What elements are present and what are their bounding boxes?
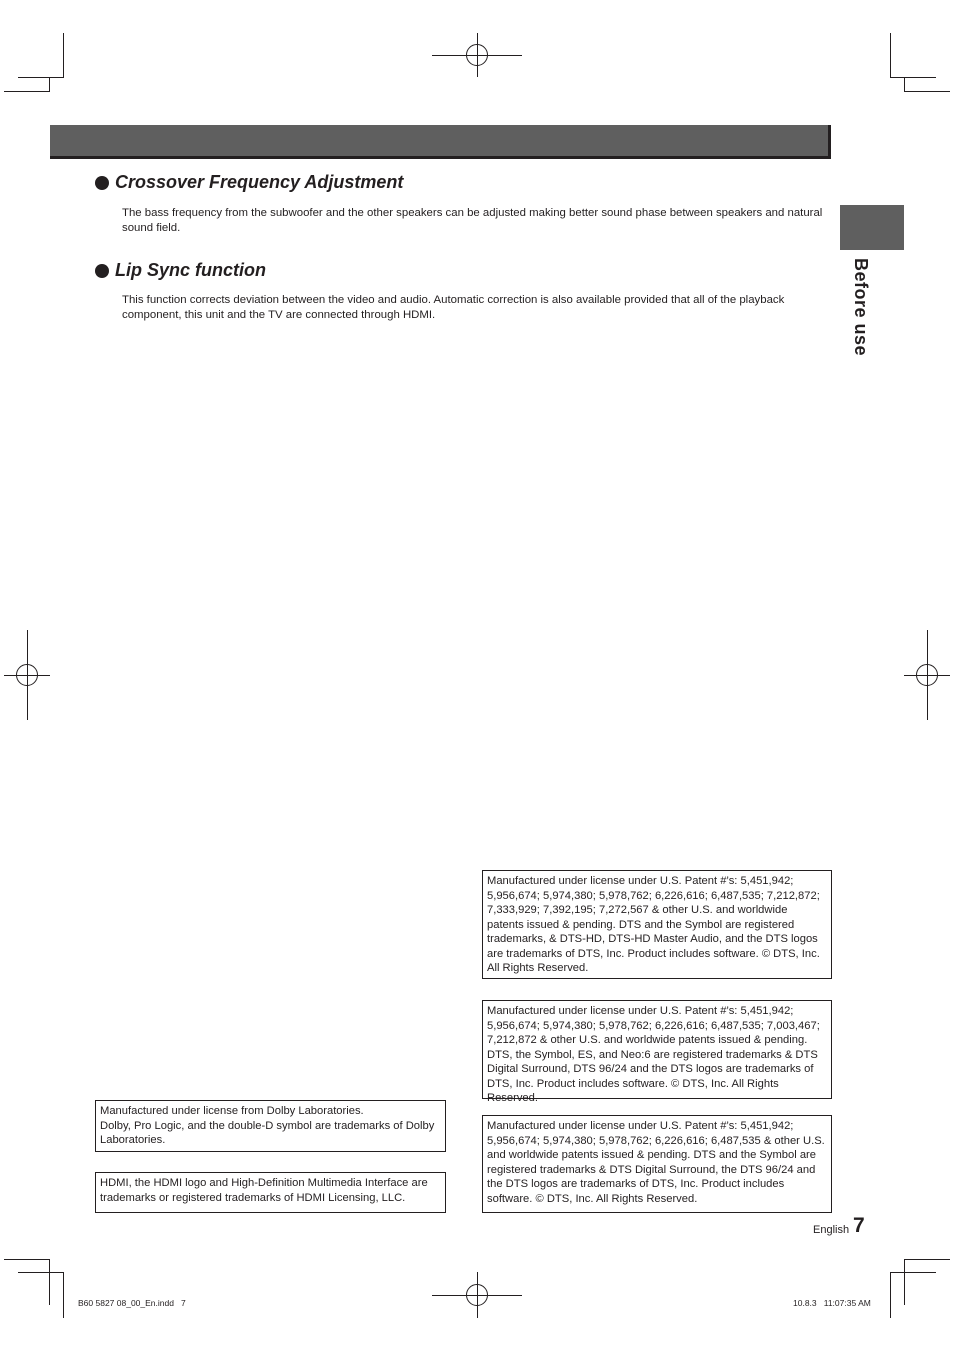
page-number: 7 [853, 1214, 865, 1237]
side-tab [840, 205, 904, 250]
side-tab-label: Before use [851, 258, 871, 357]
section-body: This function corrects deviation between the video and audio. Automatic correction is also available provided that all of the playback component, this unit and the TV are connected through HDMI. [122, 294, 785, 321]
slug-timestamp: 10.8.3 11:07:35 AM [793, 1298, 871, 1308]
section-heading [95, 172, 403, 193]
slug-filename: B60 5827 08_00_En.indd 7 [78, 1298, 186, 1308]
dts-9624-license-notice: Manufactured under license under U.S. Patent #’s: 5,451,942; 5,956,674; 5,974,380; 5,978,762; 6,226,616; 6,487,535 & other U.S. and worldwide patents issued & pending. DTS and the Symbol are registered trademarks & DTS Digital Surround, the DTS 96/24 and the DTS logos are trademarks of DTS, Inc. Product includes software. © DTS, Inc. All Rights Reserved. [482, 1115, 832, 1213]
section-body: The bass frequency from the subwoofer and the other speakers can be adjusted making better sound phase between speakers and natural sound field. [122, 207, 823, 234]
dolby-trademark-notice: Manufactured under license from Dolby Laboratories. Dolby, Pro Logic, and the double-D symbol are trademarks of Dolby Laboratories. [95, 1100, 446, 1152]
bullet-icon [95, 176, 109, 190]
section-heading [95, 260, 266, 281]
footer-language: English [813, 1224, 850, 1236]
hdmi-trademark-notice: HDMI, the HDMI logo and High-Definition Multimedia Interface are trademarks or registered trademarks of HDMI Licensing, LLC. [95, 1172, 446, 1213]
dts-hd-license-notice: Manufactured under license under U.S. Patent #’s: 5,451,942; 5,956,674; 5,974,380; 5,978,762; 6,226,616; 6,487,535; 7,212,872; 7,333,929; 7,392,195; 7,272,567 & other U.S. and worldwide patents issued & pending. DTS and the Symbol are registered trademarks, & DTS-HD, DTS-HD Master Audio, and the DTS logos are trademarks of DTS, Inc. Product includes software. © DTS, Inc. All Rights Reserved. [482, 870, 832, 979]
dts-es-license-notice: Manufactured under license under U.S. Patent #’s: 5,451,942; 5,956,674; 5,974,380; 5,978,762; 6,226,616; 6,487,535; 7,003,467; 7,212,872 & other U.S. and worldwide patents issued & pending. DTS, the Symbol, ES, and Neo:6 are registered trademarks & DTS Digital Surround, DTS 96/24 and the DTS logos are trademarks of DTS, Inc. Product includes software. © DTS, Inc. All Rights Reserved. [482, 1000, 832, 1099]
header-bar [50, 125, 831, 159]
bullet-icon [95, 264, 109, 278]
section-title: Lip Sync function [115, 260, 266, 280]
section-title: Crossover Frequency Adjustment [115, 172, 404, 192]
